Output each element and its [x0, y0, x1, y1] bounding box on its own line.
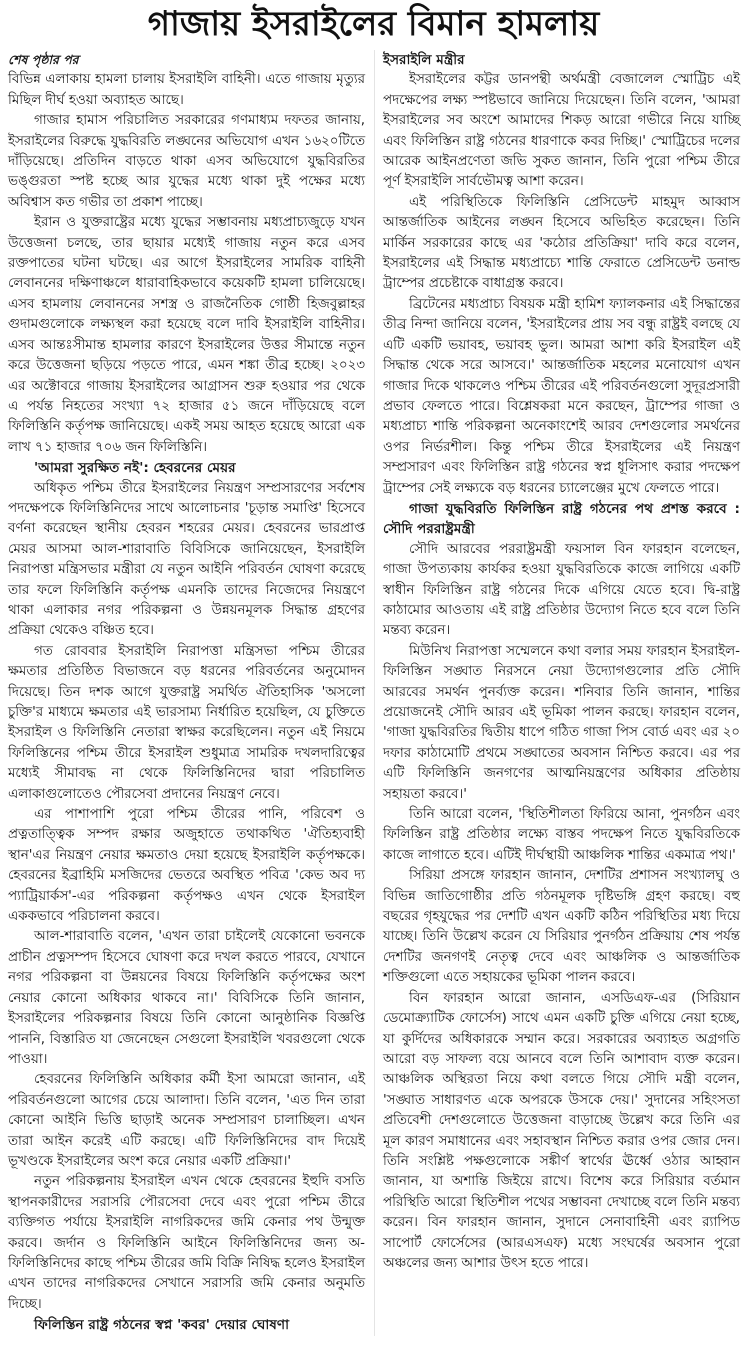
left-column — [8, 50, 365, 1336]
article-paragraph: ইরান ও যুক্তরাষ্ট্রের মধ্যে যুদ্ধের সম্ভাবনায় মধ্যপ্রাচ্যজুড়ে যখন উত্তেজনা চলছে, তার ছায়ার মধ্যেই গাজায় নতুন করে এসব রক্তপাতের ঘটনা ঘটছে। এর আগে ইসরাইলের সামরিক বাহিনী লেবাননের দক্ষিণাঞ্চলে ধারাবাহিকভাবে কয়েকটি হামলা চালিয়েছে। এসব হামলায় লেবাননের সশস্ত্র ও রাজনৈতিক গোষ্ঠী হিজবুল্লাহর গুদামগুলোকে লক্ষ্যস্থল করা হয়েছে বলে দাবি ইসরাইলি বাহিনীর। এসব আন্তঃসীমান্ত হামলার কারণে ইসরাইলের উত্তর সীমান্তে নতুন করে উত্তেজনা ছড়িয়ে পড়তে পারে, এমন শঙ্কা তীব্র হচ্ছে। ২০২৩ এর অক্টোবরে গাজায় ইসরাইলের আগ্রাসন শুরু হওয়ার পর থেকে এ পর্যন্ত নিহতের সংখ্যা ৭২ হাজার ৫১ জনে দাঁড়িয়েছে বলে ফিলিস্তিনি কর্তৃপক্ষ জানিয়েছে। একই সময় আহত হয়েছে আরো এক লাখ ৭১ হাজার ৭০৬ জন ফিলিস্তিনি। — [8, 215, 365, 455]
article-paragraph: ব্রিটেনের মধ্যপ্রাচ্য বিষয়ক মন্ত্রী হামিশ ফ্যালকনার এই সিদ্ধান্তের তীব্র নিন্দা জানিয়ে বলেন, 'ইসরাইলের প্রায় সব বন্ধু রাষ্ট্রই বলছে যে এটি একটি ভয়াবহ, ভয়াবহ ভুল। আমরা আশা করি ইসরাইল এই সিদ্ধান্ত থেকে সরে আসবে।' আন্তর্জাতিক মহলের মনোযোগ এখন গাজার দিকে থাকলেও পশ্চিম তীরের এই পরিবর্তনগুলো সুদূরপ্রসারী প্রভাব ফেলতে পারে। বিশ্লেষকরা মনে করছেন, ট্রাম্পের গাজা ও মধ্যপ্রাচ্য শান্তি পরিকল্পনা অনেকাংশেই আরব দেশগুলোর সমর্থনের ওপর নির্ভরশীল। কিন্তু পশ্চিম তীরে ইসরাইলের এই নিয়ন্ত্রণ সম্প্রসারণ এবং ফিলিস্তিন রাষ্ট্র গঠনের স্বপ্ন ধূলিসাৎ করার পদক্ষেপ ট্রাম্পের সেই লক্ষ্যকে বড় ধরনের চ্যালেঞ্জের মুখে ফেলতে পারে। — [383, 296, 740, 496]
article-paragraph: মিউনিখ নিরাপত্তা সম্মেলনে কথা বলার সময় ফারহান ইসরাইল-ফিলিস্তিন সঙ্ঘাত নিরসনে নেয়া উদ্যোগগুলোর প্রতি সৌদি আরবের সমর্থন পুনর্ব্যক্ত করেন। শনিবার তিনি জানান, শান্তির প্রয়োজনেই সৌদি আরব এই ভূমিকা পালন করছে। ফারহান বলেন, 'গাজা যুদ্ধবিরতির দ্বিতীয় ধাপে গঠিত গাজা পিস বোর্ড এবং এর ২০ দফার কাঠামোটি প্রথমে সঙ্ঘাতের অবসান নিশ্চিত করবে। এর পর এটি ফিলিস্তিনি জনগণের আত্মনিয়ন্ত্রণের অধিকার প্রতিষ্ঠায় সহায়তা করবে।' — [383, 643, 740, 802]
subheading: ফিলিস্তিন রাষ্ট্র গঠনের স্বপ্ন 'কবর' দেয়ার ঘোষণা — [34, 1317, 290, 1334]
right-column — [383, 50, 740, 1274]
headline: গাজায় ইসরাইলের বিমান হামলায় — [147, 4, 600, 44]
article-paragraph: বিভিন্ন এলাকায় হামলা চালায় ইসরাইলি বাহিনী। এতে গাজায় মৃত্যুর মিছিল দীর্ঘ হওয়া অব্যাহত আছে। — [8, 72, 365, 108]
subheading: 'আমরা সুরক্ষিত নই': হেবরনের মেয়র — [34, 460, 236, 477]
subheading: গাজা যুদ্ধবিরতি ফিলিস্তিন রাষ্ট্র গঠনের পথ প্রশস্ত করবে : সৌদি পররাষ্ট্রমন্ত্রী — [383, 500, 740, 538]
article-paragraph: এই পরিস্থিতিকে ফিলিস্তিনি প্রেসিডেন্ট মাহমুদ আব্বাস আন্তর্জাতিক আইনের লঙ্ঘন হিসেবে অভিহিত করেছেন। তিনি মার্কিন সরকারের কাছে এর 'কঠোর প্রতিক্রিয়া' দাবি করে বলেন, ইসরাইলের এই সিদ্ধান্ত মধ্যপ্রাচ্যে শান্তি ফেরাতে প্রেসিডেন্ট ডনাল্ড ট্রাম্পের প্রচেষ্টাকে বাধাগ্রস্ত করবে। — [383, 194, 740, 292]
article-paragraph: হেবরনের ফিলিস্তিনি অধিকার কর্মী ইসা আমরো জানান, এই পরিবর্তনগুলো আগের চেয়ে আলাদা। তিনি বলেন, 'এত দিন তারা কোনো আইনি ভিত্তি ছাড়াই অনেক সম্প্রসারণ চালাচ্ছিল। এখন তারা আইন করেই এটি করছে। এটি ফিলিস্তিনিদের বাদ দিয়েই ভূখণ্ডকে ইসরাইলের অংশ করে নেয়ার একটি প্রক্রিয়া।' — [8, 1072, 365, 1169]
subheading: ইসরাইলি মন্ত্রীর — [383, 52, 465, 68]
article-paragraph: সৌদি আরবের পররাষ্ট্রমন্ত্রী ফয়সাল বিন ফারহান বলেছেন, গাজা উপত্যকায় কার্যকর হওয়া যুদ্ধবিরতিকে কাজে লাগিয়ে একটি স্বাধীন ফিলিস্তিন রাষ্ট্র গঠনের দিকে এগিয়ে যেতে হবে। দ্বি-রাষ্ট্র কাঠামোর আওতায় এই রাষ্ট্র প্রতিষ্ঠার উদ্যোগ নিতে হবে বলে তিনি মন্তব্য করেন। — [383, 541, 740, 639]
article-paragraph: বিন ফারহান আরো জানান, এসডিএফ-এর (সিরিয়ান ডেমোক্র্যাটিক ফোর্সেস) সাথে এমন একটি চুক্তি এগিয়ে নেয়া হচ্ছে, যা কুর্দিদের অধিকারকে সম্মান করে। সরকারের অব্যাহত অগ্রগতি আরো বড় সাফল্য বয়ে আনবে বলে তিনি আশাবাদ ব্যক্ত করেন। আঞ্চলিক অস্থিরতা নিয়ে কথা বলতে গিয়ে সৌদি মন্ত্রী বলেন, 'সঙ্ঘাত সাধারণত একে অপরকে উসকে দেয়।' সুদানের সহিংসতা প্রতিবেশী দেশগুলোতে উত্তেজনা বাড়াচ্ছে উল্লেখ করে তিনি এর মূল কারণ সমাধানের এবং সহাবস্থান নিশ্চিত করার ওপর জোর দেন। তিনি সংশ্লিষ্ট পক্ষগুলোকে সঙ্কীর্ণ স্বার্থের ঊর্ধ্বে ওঠার আহ্বান জানান, যা অশান্তি জিইয়ে রাখে। বিশেষ করে সিরিয়ার বর্তমান পরিস্থিতি আরো স্থিতিশীল পথের সম্ভাবনা দেখাচ্ছে বলে তিনি মন্তব্য করেন। বিন ফারহান জানান, সুদানে সেনাবাহিনী এবং র‍্যাপিড সাপোর্ট ফোর্সেসের (আরএসএফ) মধ্যে সংঘর্ষের অবসান পুরো অঞ্চলের জন্য আশার উৎস হতে পারে। — [383, 990, 740, 1271]
article-columns — [0, 50, 747, 1336]
article-paragraph: এর পাশাপাশি পুরো পশ্চিম তীরের পানি, পরিবেশ ও প্রত্নতাত্ত্বিক সম্পদ রক্ষার অজুহাতে তথাকথিত 'ঐতিহ্যবাহী স্থান'এর নিয়ন্ত্রণ নেয়ার ক্ষমতাও দেয়া হয়েছে ইসরাইলি কর্তৃপক্ষকে। হেবরনের ইব্রাহিমি মসজিদের ভেতরে অবস্থিত পবিত্র 'কেভ অব দ্য প্যাট্রিয়ার্কস'-এর পরিকল্পনা কর্তৃপক্ষও এখন থেকে ইসরাইল এককভাবে পরিচালনা করবে। — [8, 807, 365, 925]
article-paragraph: সিরিয়া প্রসঙ্গে ফারহান জানান, দেশটির প্রশাসন সংখ্যালঘু ও বিভিন্ন জাতিগোষ্ঠীর প্রতি গঠনমূলক দৃষ্টিভঙ্গি গ্রহণ করছে। বহু বছরের গৃহযুদ্ধের পর দেশটি এখন একটি কঠিন পরিস্থিতির মধ্য দিয়ে যাচ্ছে। তিনি উল্লেখ করেন যে সিরিয়ার পুনর্গঠন প্রক্রিয়ায় শেষ পর্যন্ত দেশটির জনগণই নেতৃত্ব দেবে এবং আঞ্চলিক ও আন্তর্জাতিক শক্তিগুলো এতে সহায়কের ভূমিকা পালন করবে। — [383, 868, 740, 986]
article-paragraph: নতুন পরিকল্পনায় ইসরাইল এখন থেকে হেবরনের ইহুদি বসতি স্থাপনকারীদের সরাসরি পৌরসেবা দেবে এবং পুরো পশ্চিম তীরে ব্যক্তিগত পর্যায়ে ইসরাইলি নাগরিকদের জমি কেনার পথ উন্মুক্ত করবে। জর্দান ও ফিলিস্তিনি আইনে ফিলিস্তিনিদের জন্য অ-ফিলিস্তিনিদের কাছে পশ্চিম তীরের জমি বিক্রি নিষিদ্ধ হলেও ইসরাইল এখন তাদের নাগরিকদের সেখানে সরাসরি জমি কেনার অনুমতি দিচ্ছে। — [8, 1174, 365, 1312]
article-paragraph: আল-শারাবাতি বলেন, 'এখন তারা চাইলেই যেকোনো ভবনকে প্রাচীন প্রত্নসম্পদ হিসেবে ঘোষণা করে দখল করতে পারবে, যেখানে নগর পরিকল্পনা বা উন্নয়নের বিষয়ে ফিলিস্তিনি কর্তৃপক্ষের অংশ নেয়ার কোনো অধিকার থাকবে না।' বিবিসিকে তিনি জানান, ইসরাইলের পরিকল্পনার বিষয়ে তিনি কোনো আনুষ্ঠানিক বিজ্ঞপ্তি পাননি, বিস্তারিত যা জেনেছেন সেগুলো ইসরাইলি খবরগুলো থেকে পাওয়া। — [8, 929, 365, 1067]
article-paragraph: গত রোববার ইসরাইলি নিরাপত্তা মন্ত্রিসভা পশ্চিম তীরের ক্ষমতার প্রতিষ্ঠিত বিভাজনে বড় ধরনের পরিবর্তনের অনুমোদন দিয়েছে। তিন দশক আগে যুক্তরাষ্ট্র সমর্থিত ঐতিহাসিক 'অসলো চুক্তি'র মাধ্যমে ক্ষমতার এই ভারসাম্য নির্ধারিত হয়েছিল, যে চুক্তিতে ইসরাইল ও ফিলিস্তিনি নেতারা স্বাক্ষর করেছিলেন। নতুন এই নিয়মে ফিলিস্তিনের পশ্চিম তীরে ইসরাইল শুধুমাত্র সামরিক দখলদারিত্বের মধ্যেই সীমাবদ্ধ না থেকে ফিলিস্তিনিদের দ্বারা পরিচালিত এলাকাগুলোতেও পৌরসেবা প্রদানের নিয়ন্ত্রণ নেবে। — [8, 643, 365, 802]
article-paragraph: ইসরাইলের কট্টর ডানপন্থী অর্থমন্ত্রী বেজালেল স্মোট্রিচ এই পদক্ষেপের লক্ষ্য স্পষ্টভাবে জানিয়ে দিয়েছেন। তিনি বলেন, 'আমরা ইসরাইলের সব অংশে আমাদের শিকড় আরো গভীরে নিয়ে যাচ্ছি এবং ফিলিস্তিন রাষ্ট্র গঠনের ধারণাকে কবর দিচ্ছি।' স্মোট্রিচের দলের আরেক আইনপ্রণেতা জভি সুকত জানান, তিনি পুরো পশ্চিম তীরে পূর্ণ ইসরাইলি সার্বভৌমত্ব আশা করেন। — [383, 72, 740, 190]
article-paragraph: অধিকৃত পশ্চিম তীরে ইসরাইলের নিয়ন্ত্রণ সম্প্রসারণের সর্বশেষ পদক্ষেপকে ফিলিস্তিনিদের সাথে আলোচনার 'চূড়ান্ত সমাপ্তি' হিসেবে বর্ণনা করেছেন স্থানীয় হেবরন শহরের মেয়র। হেবরনের ভারপ্রাপ্ত মেয়র আসমা আল-শারাবাতি বিবিসিকে জানিয়েছেন, ইসরাইলি নিরাপত্তা মন্ত্রিসভার মন্ত্রীরা যে নতুন আইনি পরিবর্তন ঘোষণা করেছে তার ফলে ফিলিস্তিনি কর্তৃপক্ষ এমনকি তাদের নিজেদের নিয়ন্ত্রণে থাকা এলাকার নগর পরিকল্পনা ও উন্নয়নমূলক সিদ্ধান্ত গ্রহণের প্রক্রিয়া থেকেও বঞ্চিত হবে। — [8, 480, 365, 639]
column-divider — [374, 50, 375, 1336]
article-paragraph: গাজার হামাস পরিচালিত সরকারের গণমাধ্যম দফতর জানায়, ইসরাইলের বিরুদ্ধে যুদ্ধবিরতি লঙ্ঘনের অভিযোগ এখন ১৬২০টিতে দাঁড়িয়েছে। প্রতিদিন বাড়তে থাকা এসব অভিযোগে যুদ্ধবিরতির ভঙ্গুরতা স্পষ্ট হচ্ছে আর যুদ্ধের মধ্যে থাকা দুই পক্ষের মধ্যে অবিশ্বাস কত গভীর তা প্রকাশ পাচ্ছে। — [8, 113, 365, 210]
article-paragraph: তিনি আরো বলেন, 'স্থিতিশীলতা ফিরিয়ে আনা, পুনর্গঠন এবং ফিলিস্তিন রাষ্ট্র প্রতিষ্ঠার লক্ষ্যে বাস্তব পদক্ষেপ নিতে যুদ্ধবিরতিকে কাজে লাগাতে হবে। এটিই দীর্ঘস্থায়ী আঞ্চলিক শান্তির একমাত্র পথ।' — [383, 807, 740, 863]
continued-from-label: শেষ পৃষ্ঠার পর — [8, 52, 79, 67]
